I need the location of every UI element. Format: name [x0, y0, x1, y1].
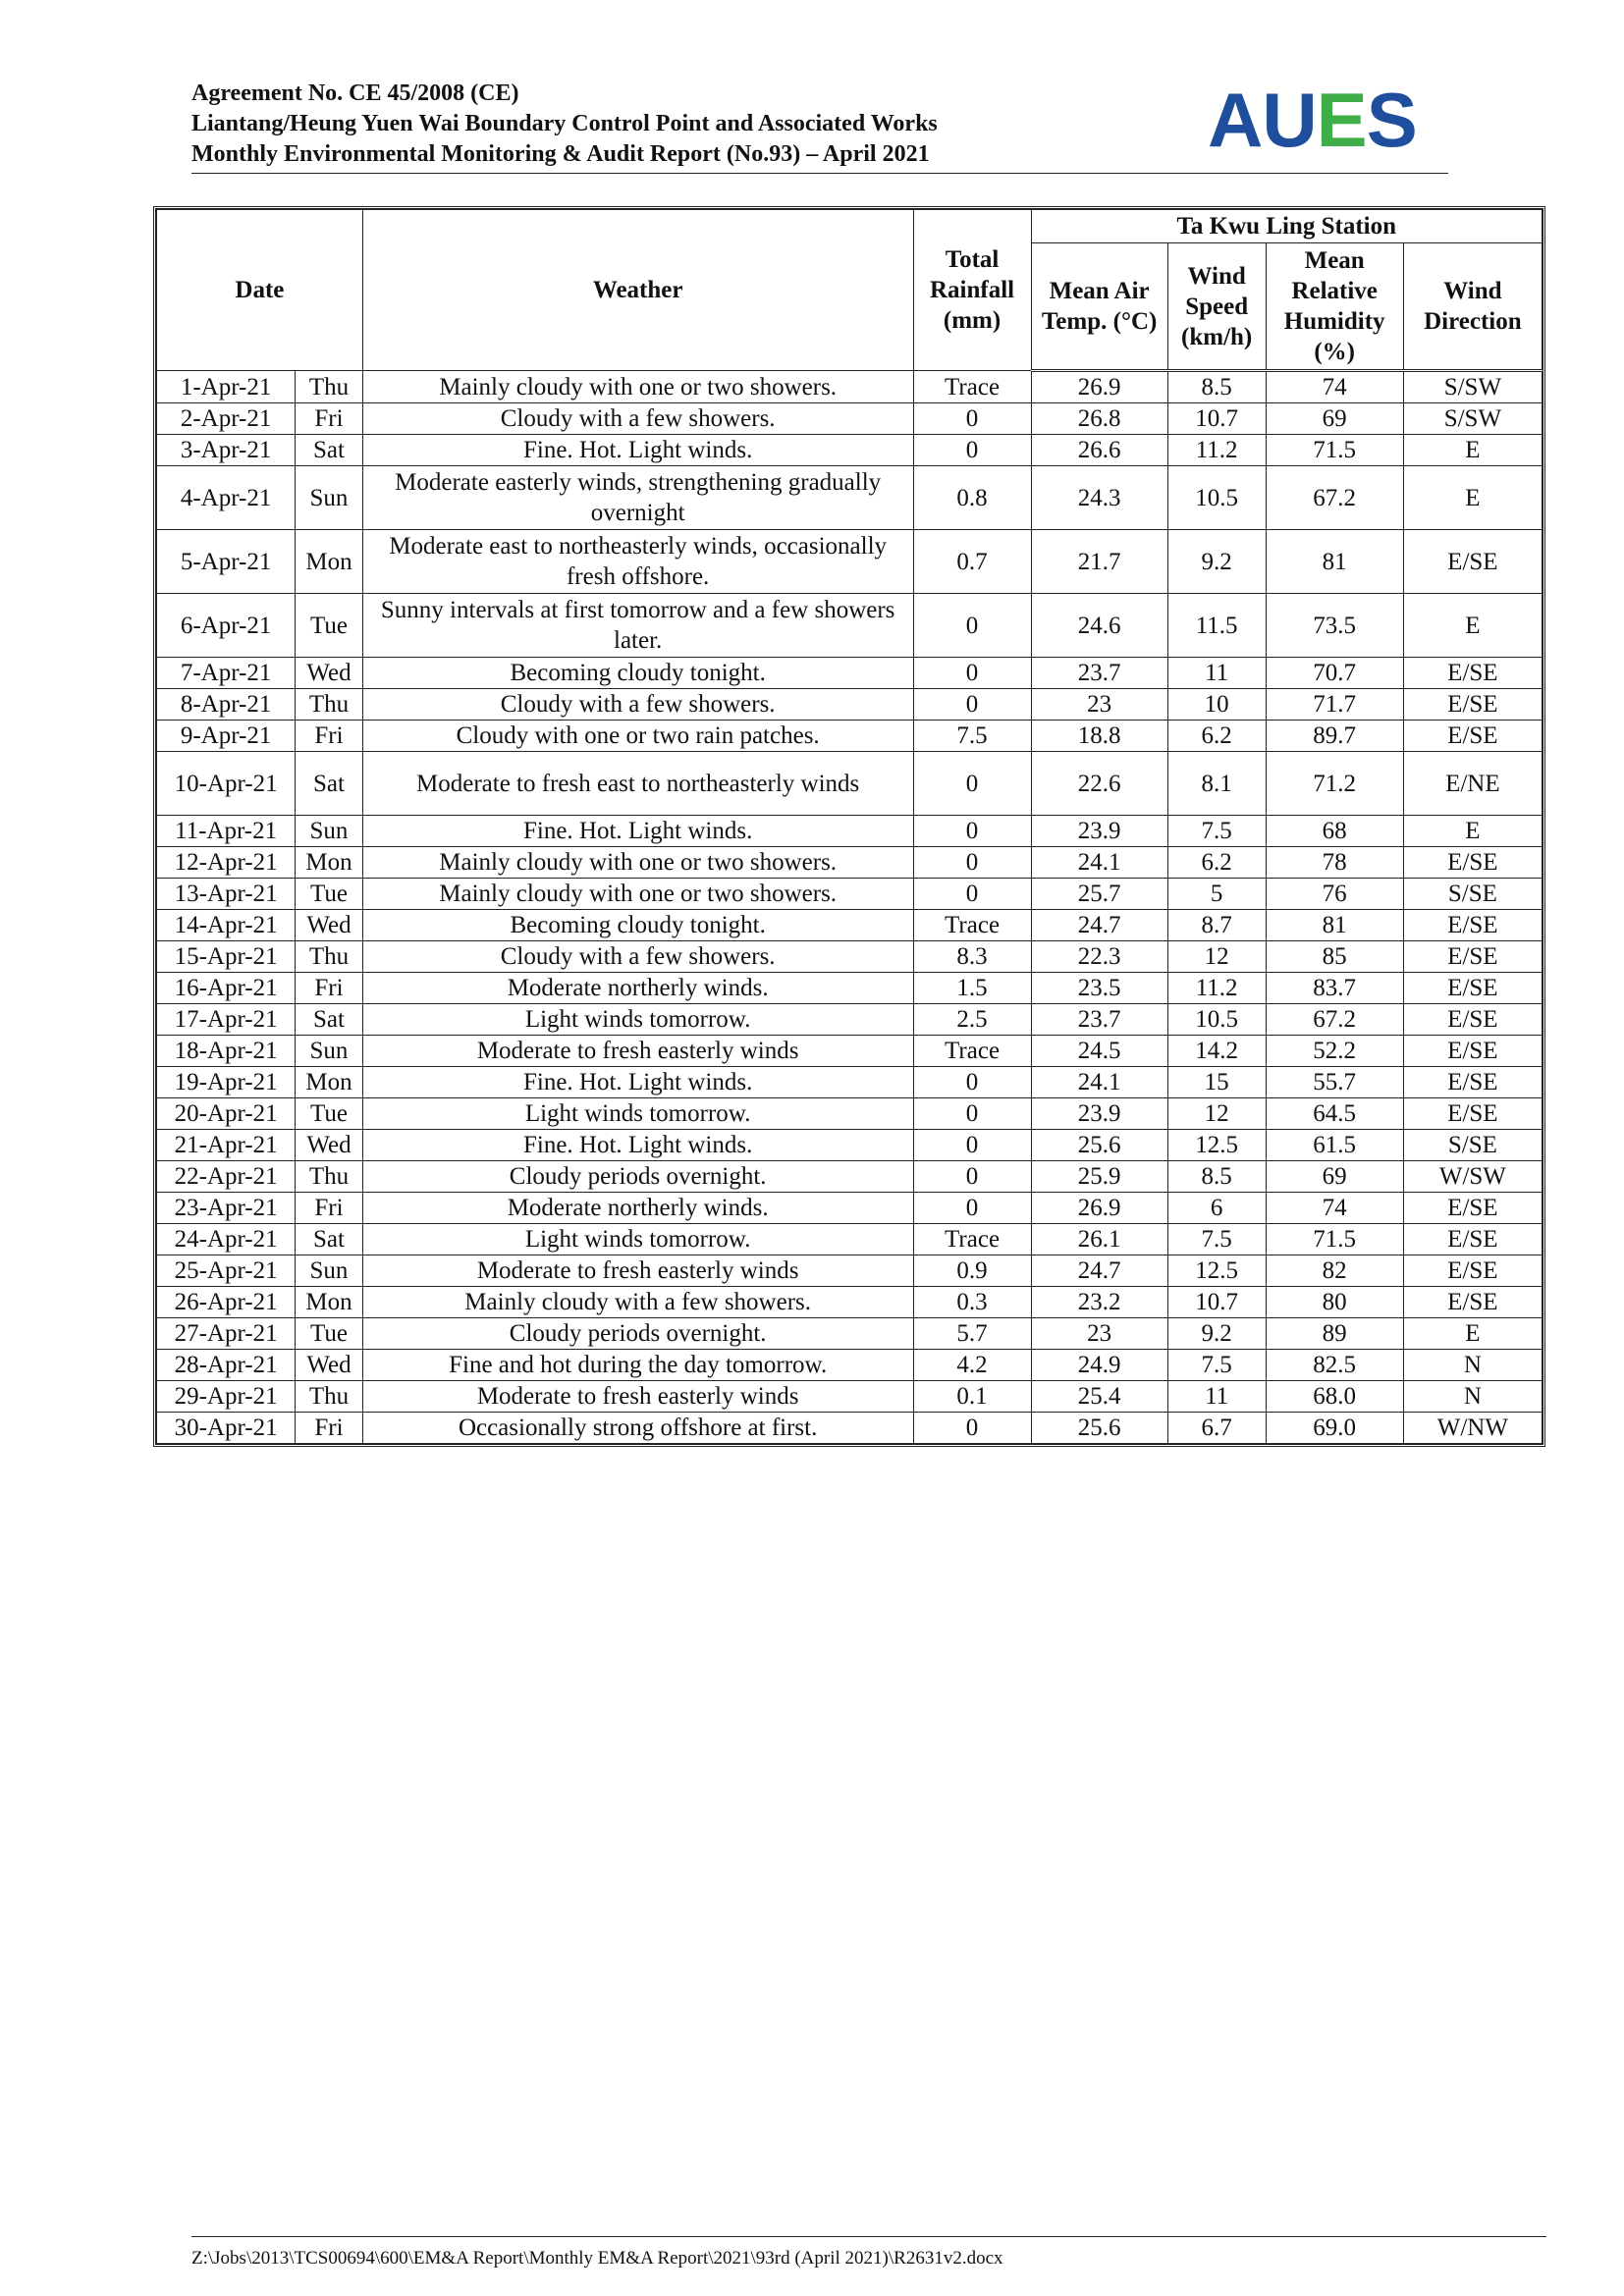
cell-temp: 24.1 — [1031, 1067, 1167, 1098]
cell-temp: 25.7 — [1031, 879, 1167, 910]
cell-weather: Moderate northerly winds. — [362, 973, 913, 1004]
cell-weather: Moderate to fresh east to northeasterly winds — [362, 752, 913, 816]
cell-rainfall: 0 — [913, 1193, 1031, 1224]
cell-wind-direction: N — [1403, 1381, 1542, 1413]
cell-weekday: Thu — [296, 1381, 363, 1413]
cell-weather: Light winds tomorrow. — [362, 1004, 913, 1036]
cell-humidity: 78 — [1266, 847, 1403, 879]
cell-weekday: Thu — [296, 941, 363, 973]
cell-wind-direction: N — [1403, 1350, 1542, 1381]
cell-temp: 23.2 — [1031, 1287, 1167, 1318]
cell-humidity: 71.5 — [1266, 1224, 1403, 1255]
cell-humidity: 81 — [1266, 910, 1403, 941]
cell-weekday: Wed — [296, 910, 363, 941]
table-row — [157, 721, 1543, 752]
table-row — [157, 689, 1543, 721]
cell-wind-direction: E/SE — [1403, 1193, 1542, 1224]
cell-rainfall: 0 — [913, 1098, 1031, 1130]
cell-weather: Cloudy with a few showers. — [362, 689, 913, 721]
cell-rainfall: 0 — [913, 847, 1031, 879]
cell-weekday: Fri — [296, 1413, 363, 1444]
cell-weather: Light winds tomorrow. — [362, 1098, 913, 1130]
cell-weekday: Fri — [296, 973, 363, 1004]
cell-wind-direction: E/SE — [1403, 530, 1542, 594]
cell-humidity: 55.7 — [1266, 1067, 1403, 1098]
cell-weekday: Thu — [296, 689, 363, 721]
cell-date: 15-Apr-21 — [157, 941, 296, 973]
cell-wind-speed: 10.7 — [1167, 1287, 1266, 1318]
col-header-rainfall: Total Rainfall (mm) — [913, 210, 1031, 371]
cell-weather: Moderate east to northeasterly winds, occasionally fresh offshore. — [362, 530, 913, 594]
cell-wind-speed: 7.5 — [1167, 1224, 1266, 1255]
table-row — [157, 1413, 1543, 1444]
cell-temp: 22.6 — [1031, 752, 1167, 816]
cell-weekday: Tue — [296, 1318, 363, 1350]
cell-date: 24-Apr-21 — [157, 1224, 296, 1255]
table-row — [157, 658, 1543, 689]
cell-wind-speed: 7.5 — [1167, 816, 1266, 847]
table-row — [157, 1224, 1543, 1255]
cell-humidity: 71.7 — [1266, 689, 1403, 721]
cell-weather: Becoming cloudy tonight. — [362, 658, 913, 689]
cell-rainfall: 0 — [913, 752, 1031, 816]
cell-rainfall: 7.5 — [913, 721, 1031, 752]
cell-humidity: 71.5 — [1266, 435, 1403, 466]
cell-humidity: 76 — [1266, 879, 1403, 910]
cell-wind-speed: 14.2 — [1167, 1036, 1266, 1067]
cell-humidity: 85 — [1266, 941, 1403, 973]
cell-rainfall: 1.5 — [913, 973, 1031, 1004]
cell-rainfall: 0 — [913, 1161, 1031, 1193]
cell-wind-speed: 12 — [1167, 1098, 1266, 1130]
cell-wind-speed: 12.5 — [1167, 1130, 1266, 1161]
table-row — [157, 371, 1543, 403]
cell-wind-speed: 5 — [1167, 879, 1266, 910]
cell-date: 17-Apr-21 — [157, 1004, 296, 1036]
cell-weekday: Sat — [296, 435, 363, 466]
station-header: Ta Kwu Ling Station — [1031, 210, 1542, 243]
aues-logo: AUES — [1208, 77, 1417, 163]
cell-rainfall: 0.9 — [913, 1255, 1031, 1287]
cell-wind-direction: E/SE — [1403, 721, 1542, 752]
cell-wind-speed: 10.5 — [1167, 1004, 1266, 1036]
col-header-date: Date — [157, 210, 363, 371]
cell-weekday: Mon — [296, 847, 363, 879]
cell-wind-direction: E/NE — [1403, 752, 1542, 816]
col-header-humidity: Mean Relative Humidity (%) — [1266, 243, 1403, 371]
cell-humidity: 74 — [1266, 1193, 1403, 1224]
cell-wind-speed: 12 — [1167, 941, 1266, 973]
cell-weekday: Tue — [296, 1098, 363, 1130]
cell-wind-speed: 8.7 — [1167, 910, 1266, 941]
cell-wind-direction: E — [1403, 435, 1542, 466]
cell-humidity: 89.7 — [1266, 721, 1403, 752]
cell-wind-direction: E/SE — [1403, 1067, 1542, 1098]
table-row — [157, 1287, 1543, 1318]
cell-weather: Cloudy with a few showers. — [362, 403, 913, 435]
cell-date: 18-Apr-21 — [157, 1036, 296, 1067]
cell-humidity: 61.5 — [1266, 1130, 1403, 1161]
cell-temp: 18.8 — [1031, 721, 1167, 752]
cell-date: 1-Apr-21 — [157, 371, 296, 403]
cell-wind-direction: E/SE — [1403, 1255, 1542, 1287]
cell-weekday: Fri — [296, 721, 363, 752]
cell-humidity: 71.2 — [1266, 752, 1403, 816]
cell-wind-direction: E/SE — [1403, 973, 1542, 1004]
agreement-number: Agreement No. CE 45/2008 (CE) — [191, 80, 519, 106]
table-row — [157, 1193, 1543, 1224]
cell-wind-direction: E — [1403, 1318, 1542, 1350]
cell-rainfall: 8.3 — [913, 941, 1031, 973]
cell-weekday: Wed — [296, 1350, 363, 1381]
cell-weekday: Fri — [296, 1193, 363, 1224]
cell-wind-speed: 10.7 — [1167, 403, 1266, 435]
cell-date: 27-Apr-21 — [157, 1318, 296, 1350]
cell-date: 23-Apr-21 — [157, 1193, 296, 1224]
cell-weather: Moderate to fresh easterly winds — [362, 1381, 913, 1413]
cell-temp: 26.6 — [1031, 435, 1167, 466]
cell-weather: Fine and hot during the day tomorrow. — [362, 1350, 913, 1381]
table-row — [157, 1255, 1543, 1287]
cell-weekday: Mon — [296, 1067, 363, 1098]
report-title: Monthly Environmental Monitoring & Audit Report (No.93) – April 2021 — [191, 141, 930, 167]
cell-wind-direction: E/SE — [1403, 1287, 1542, 1318]
cell-rainfall: 0 — [913, 1067, 1031, 1098]
table-row — [157, 973, 1543, 1004]
cell-weekday: Thu — [296, 371, 363, 403]
cell-temp: 25.4 — [1031, 1381, 1167, 1413]
table-row — [157, 1098, 1543, 1130]
cell-rainfall: Trace — [913, 1224, 1031, 1255]
cell-humidity: 69 — [1266, 1161, 1403, 1193]
cell-wind-speed: 15 — [1167, 1067, 1266, 1098]
cell-temp: 24.7 — [1031, 910, 1167, 941]
cell-temp: 22.3 — [1031, 941, 1167, 973]
cell-wind-direction: S/SE — [1403, 1130, 1542, 1161]
header-rule — [191, 173, 1448, 174]
col-header-wind-direction: Wind Direction — [1403, 243, 1542, 371]
cell-date: 7-Apr-21 — [157, 658, 296, 689]
cell-date: 28-Apr-21 — [157, 1350, 296, 1381]
cell-date: 8-Apr-21 — [157, 689, 296, 721]
table-body — [157, 371, 1543, 1444]
cell-rainfall: 0 — [913, 1413, 1031, 1444]
cell-temp: 25.6 — [1031, 1130, 1167, 1161]
cell-temp: 23.9 — [1031, 1098, 1167, 1130]
cell-wind-direction: E — [1403, 816, 1542, 847]
cell-date: 29-Apr-21 — [157, 1381, 296, 1413]
cell-humidity: 80 — [1266, 1287, 1403, 1318]
cell-temp: 24.6 — [1031, 594, 1167, 658]
cell-humidity: 69.0 — [1266, 1413, 1403, 1444]
cell-date: 26-Apr-21 — [157, 1287, 296, 1318]
cell-date: 11-Apr-21 — [157, 816, 296, 847]
cell-date: 16-Apr-21 — [157, 973, 296, 1004]
cell-date: 30-Apr-21 — [157, 1413, 296, 1444]
cell-date: 4-Apr-21 — [157, 466, 296, 530]
cell-weekday: Sun — [296, 1255, 363, 1287]
table-row — [157, 1067, 1543, 1098]
col-header-temp: Mean Air Temp. (°C) — [1031, 243, 1167, 371]
cell-weather: Moderate to fresh easterly winds — [362, 1255, 913, 1287]
cell-date: 12-Apr-21 — [157, 847, 296, 879]
cell-humidity: 64.5 — [1266, 1098, 1403, 1130]
cell-temp: 26.9 — [1031, 371, 1167, 403]
cell-date: 14-Apr-21 — [157, 910, 296, 941]
cell-temp: 24.7 — [1031, 1255, 1167, 1287]
cell-weather: Cloudy with a few showers. — [362, 941, 913, 973]
cell-temp: 23 — [1031, 1318, 1167, 1350]
cell-humidity: 69 — [1266, 403, 1403, 435]
cell-weather: Fine. Hot. Light winds. — [362, 1130, 913, 1161]
table-row — [157, 879, 1543, 910]
cell-humidity: 68.0 — [1266, 1381, 1403, 1413]
table-row — [157, 435, 1543, 466]
cell-rainfall: Trace — [913, 1036, 1031, 1067]
cell-wind-direction: E/SE — [1403, 689, 1542, 721]
cell-wind-direction: E/SE — [1403, 847, 1542, 879]
cell-rainfall: Trace — [913, 371, 1031, 403]
footer-rule — [191, 2236, 1546, 2237]
cell-wind-speed: 7.5 — [1167, 1350, 1266, 1381]
cell-humidity: 82.5 — [1266, 1350, 1403, 1381]
cell-wind-direction: E — [1403, 466, 1542, 530]
cell-wind-speed: 6.2 — [1167, 847, 1266, 879]
cell-weather: Fine. Hot. Light winds. — [362, 435, 913, 466]
cell-weather: Fine. Hot. Light winds. — [362, 816, 913, 847]
cell-rainfall: 5.7 — [913, 1318, 1031, 1350]
cell-temp: 25.9 — [1031, 1161, 1167, 1193]
table-row — [157, 1161, 1543, 1193]
table-row — [157, 530, 1543, 594]
cell-date: 13-Apr-21 — [157, 879, 296, 910]
cell-rainfall: 0 — [913, 403, 1031, 435]
cell-temp: 21.7 — [1031, 530, 1167, 594]
cell-wind-speed: 8.5 — [1167, 1161, 1266, 1193]
cell-temp: 24.9 — [1031, 1350, 1167, 1381]
cell-date: 9-Apr-21 — [157, 721, 296, 752]
cell-weekday: Sun — [296, 466, 363, 530]
table-row — [157, 941, 1543, 973]
cell-rainfall: 0.3 — [913, 1287, 1031, 1318]
cell-wind-speed: 11.2 — [1167, 435, 1266, 466]
cell-weather: Mainly cloudy with a few showers. — [362, 1287, 913, 1318]
cell-rainfall: 0 — [913, 658, 1031, 689]
cell-weather: Moderate to fresh easterly winds — [362, 1036, 913, 1067]
cell-weather: Moderate easterly winds, strengthening gradually overnight — [362, 466, 913, 530]
cell-rainfall: 0.1 — [913, 1381, 1031, 1413]
cell-date: 6-Apr-21 — [157, 594, 296, 658]
table-row — [157, 752, 1543, 816]
cell-wind-speed: 6 — [1167, 1193, 1266, 1224]
cell-wind-speed: 6.2 — [1167, 721, 1266, 752]
cell-date: 20-Apr-21 — [157, 1098, 296, 1130]
cell-wind-direction: E/SE — [1403, 658, 1542, 689]
cell-date: 3-Apr-21 — [157, 435, 296, 466]
cell-rainfall: 0 — [913, 435, 1031, 466]
table-row — [157, 847, 1543, 879]
cell-wind-speed: 11.5 — [1167, 594, 1266, 658]
cell-humidity: 81 — [1266, 530, 1403, 594]
cell-humidity: 74 — [1266, 371, 1403, 403]
cell-rainfall: 2.5 — [913, 1004, 1031, 1036]
cell-wind-direction: S/SE — [1403, 879, 1542, 910]
cell-temp: 24.1 — [1031, 847, 1167, 879]
cell-weather: Fine. Hot. Light winds. — [362, 1067, 913, 1098]
cell-temp: 26.9 — [1031, 1193, 1167, 1224]
cell-rainfall: 4.2 — [913, 1350, 1031, 1381]
cell-humidity: 73.5 — [1266, 594, 1403, 658]
cell-weather: Sunny intervals at first tomorrow and a few showers later. — [362, 594, 913, 658]
cell-humidity: 82 — [1266, 1255, 1403, 1287]
cell-temp: 23.7 — [1031, 658, 1167, 689]
cell-wind-direction: E/SE — [1403, 1036, 1542, 1067]
table-row — [157, 1130, 1543, 1161]
cell-wind-direction: E/SE — [1403, 1004, 1542, 1036]
cell-humidity: 67.2 — [1266, 466, 1403, 530]
cell-weekday: Wed — [296, 1130, 363, 1161]
cell-temp: 23.5 — [1031, 973, 1167, 1004]
cell-wind-speed: 11.2 — [1167, 973, 1266, 1004]
table-row — [157, 466, 1543, 530]
cell-wind-speed: 10 — [1167, 689, 1266, 721]
cell-temp: 24.5 — [1031, 1036, 1167, 1067]
cell-weekday: Tue — [296, 594, 363, 658]
cell-date: 25-Apr-21 — [157, 1255, 296, 1287]
cell-date: 19-Apr-21 — [157, 1067, 296, 1098]
cell-rainfall: 0 — [913, 594, 1031, 658]
cell-temp: 23.7 — [1031, 1004, 1167, 1036]
cell-wind-direction: E/SE — [1403, 941, 1542, 973]
cell-wind-direction: S/SW — [1403, 371, 1542, 403]
cell-rainfall: 0.8 — [913, 466, 1031, 530]
file-path-footer: Z:\Jobs\2013\TCS00694\600\EM&A Report\Monthly EM&A Report\2021\93rd (April 2021)\R2631v2.docx — [191, 2248, 1003, 2269]
cell-weather: Mainly cloudy with one or two showers. — [362, 847, 913, 879]
cell-weather: Cloudy with one or two rain patches. — [362, 721, 913, 752]
cell-date: 2-Apr-21 — [157, 403, 296, 435]
cell-rainfall: 0.7 — [913, 530, 1031, 594]
cell-weekday: Sat — [296, 1004, 363, 1036]
table-row — [157, 1381, 1543, 1413]
cell-weekday: Thu — [296, 1161, 363, 1193]
cell-wind-direction: E — [1403, 594, 1542, 658]
cell-weather: Mainly cloudy with one or two showers. — [362, 371, 913, 403]
cell-humidity: 67.2 — [1266, 1004, 1403, 1036]
cell-temp: 24.3 — [1031, 466, 1167, 530]
cell-wind-direction: E/SE — [1403, 910, 1542, 941]
table-row — [157, 910, 1543, 941]
cell-wind-direction: S/SW — [1403, 403, 1542, 435]
cell-humidity: 83.7 — [1266, 973, 1403, 1004]
cell-wind-speed: 11 — [1167, 1381, 1266, 1413]
cell-wind-speed: 8.5 — [1167, 371, 1266, 403]
cell-weather: Moderate northerly winds. — [362, 1193, 913, 1224]
cell-weather: Light winds tomorrow. — [362, 1224, 913, 1255]
cell-weekday: Tue — [296, 879, 363, 910]
cell-weekday: Sat — [296, 752, 363, 816]
cell-weather: Cloudy periods overnight. — [362, 1161, 913, 1193]
cell-weather: Becoming cloudy tonight. — [362, 910, 913, 941]
col-header-weather: Weather — [362, 210, 913, 371]
table-row — [157, 1350, 1543, 1381]
cell-temp: 23 — [1031, 689, 1167, 721]
col-header-wind-speed: Wind Speed (km/h) — [1167, 243, 1266, 371]
cell-wind-speed: 9.2 — [1167, 530, 1266, 594]
cell-weekday: Wed — [296, 658, 363, 689]
cell-date: 22-Apr-21 — [157, 1161, 296, 1193]
cell-humidity: 52.2 — [1266, 1036, 1403, 1067]
cell-temp: 26.8 — [1031, 403, 1167, 435]
cell-wind-speed: 11 — [1167, 658, 1266, 689]
table-row — [157, 594, 1543, 658]
weather-table — [156, 209, 1543, 1444]
cell-humidity: 68 — [1266, 816, 1403, 847]
cell-weather: Mainly cloudy with one or two showers. — [362, 879, 913, 910]
cell-wind-direction: E/SE — [1403, 1224, 1542, 1255]
cell-date: 5-Apr-21 — [157, 530, 296, 594]
cell-weather: Occasionally strong offshore at first. — [362, 1413, 913, 1444]
cell-rainfall: 0 — [913, 816, 1031, 847]
table-row — [157, 1036, 1543, 1067]
cell-wind-direction: W/SW — [1403, 1161, 1542, 1193]
cell-humidity: 89 — [1266, 1318, 1403, 1350]
table-row — [157, 1318, 1543, 1350]
cell-rainfall: 0 — [913, 879, 1031, 910]
table-row — [157, 816, 1543, 847]
cell-wind-speed: 10.5 — [1167, 466, 1266, 530]
cell-temp: 26.1 — [1031, 1224, 1167, 1255]
table-row — [157, 403, 1543, 435]
cell-weekday: Mon — [296, 530, 363, 594]
cell-temp: 23.9 — [1031, 816, 1167, 847]
cell-wind-speed: 8.1 — [1167, 752, 1266, 816]
cell-weekday: Fri — [296, 403, 363, 435]
cell-weekday: Sun — [296, 1036, 363, 1067]
cell-weekday: Sun — [296, 816, 363, 847]
cell-rainfall: 0 — [913, 689, 1031, 721]
cell-rainfall: Trace — [913, 910, 1031, 941]
cell-temp: 25.6 — [1031, 1413, 1167, 1444]
table-row — [157, 1004, 1543, 1036]
cell-weekday: Mon — [296, 1287, 363, 1318]
cell-humidity: 70.7 — [1266, 658, 1403, 689]
cell-wind-speed: 12.5 — [1167, 1255, 1266, 1287]
cell-wind-direction: W/NW — [1403, 1413, 1542, 1444]
cell-date: 21-Apr-21 — [157, 1130, 296, 1161]
cell-weather: Cloudy periods overnight. — [362, 1318, 913, 1350]
cell-wind-speed: 9.2 — [1167, 1318, 1266, 1350]
cell-rainfall: 0 — [913, 1130, 1031, 1161]
cell-wind-direction: E/SE — [1403, 1098, 1542, 1130]
cell-wind-speed: 6.7 — [1167, 1413, 1266, 1444]
cell-weekday: Sat — [296, 1224, 363, 1255]
weather-table-frame — [153, 206, 1545, 1447]
project-title: Liantang/Heung Yuen Wai Boundary Control Point and Associated Works — [191, 111, 938, 136]
cell-date: 10-Apr-21 — [157, 752, 296, 816]
